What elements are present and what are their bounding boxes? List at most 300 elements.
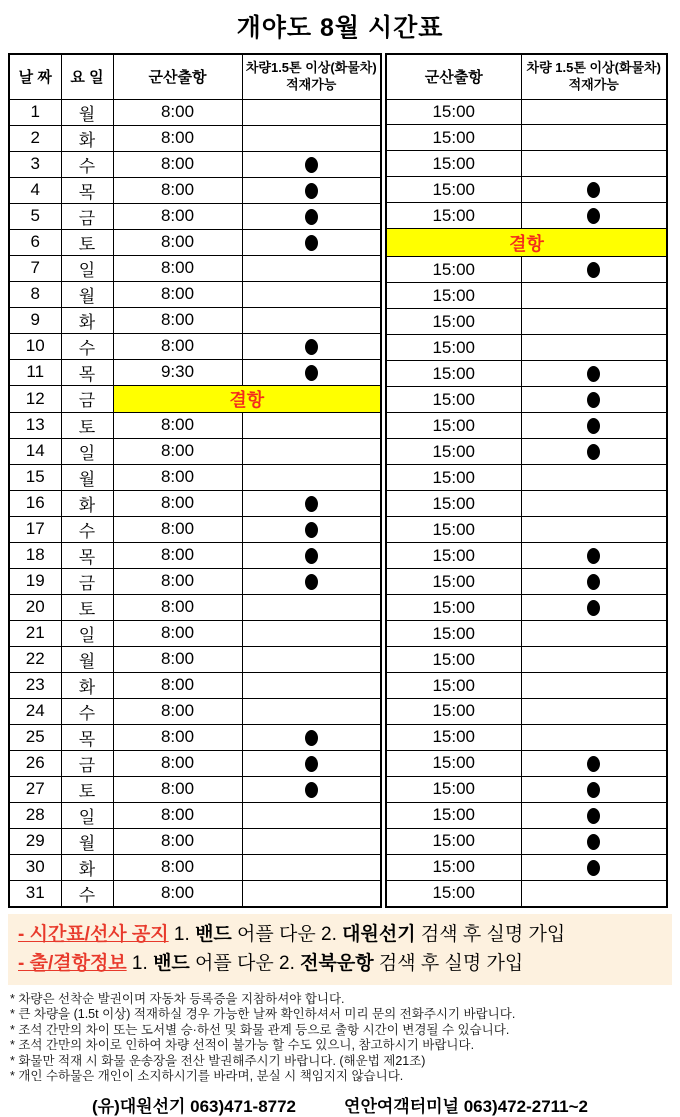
am-depart-cell: 8:00 <box>113 828 242 854</box>
pm-depart-cell: 15:00 <box>386 647 521 673</box>
footer <box>8 1092 672 1117</box>
am-depart-cell: 8:00 <box>113 750 242 776</box>
table-row <box>386 361 667 387</box>
pm-depart-cell: 15:00 <box>386 151 521 177</box>
timetable-right <box>385 53 668 908</box>
pm-cargo-cell <box>521 125 667 151</box>
table-row <box>9 620 381 646</box>
table-row <box>386 828 667 854</box>
cancelled-cell: 결항 <box>386 229 667 257</box>
dow-cell: 수 <box>61 333 113 359</box>
cargo-dot <box>587 548 600 564</box>
dow-cell: 토 <box>61 776 113 802</box>
cargo-dot <box>587 600 600 616</box>
am-cargo-cell <box>242 490 381 516</box>
dow-cell: 금 <box>61 203 113 229</box>
header-pm-depart: 군산출항 <box>386 54 521 99</box>
table-row <box>386 776 667 802</box>
notice-text: 밴드 <box>153 952 190 974</box>
table-row <box>386 387 667 413</box>
pm-depart-cell: 15:00 <box>386 125 521 151</box>
cargo-dot <box>305 782 318 798</box>
am-cargo-cell <box>242 750 381 776</box>
notice-text: 어플 다운 2. <box>231 923 343 945</box>
date-cell: 10 <box>9 333 61 359</box>
pm-cargo-cell <box>521 699 667 725</box>
pm-cargo-cell <box>521 828 667 854</box>
cancelled-cell: 결항 <box>113 385 381 412</box>
notice-text: 검색 후 실명 가입 <box>373 952 524 974</box>
notice-box <box>8 914 672 985</box>
date-cell: 4 <box>9 177 61 203</box>
date-cell: 25 <box>9 724 61 750</box>
pm-depart-cell: 15:00 <box>386 491 521 517</box>
date-cell: 28 <box>9 802 61 828</box>
am-depart-cell: 8:00 <box>113 255 242 281</box>
pm-depart-cell: 15:00 <box>386 854 521 880</box>
am-depart-cell: 8:00 <box>113 438 242 464</box>
am-depart-cell: 8:00 <box>113 776 242 802</box>
pm-cargo-cell <box>521 776 667 802</box>
header-am-cargo: 차량1.5톤 이상(화물차) 적재가능 <box>242 54 381 99</box>
table-row <box>9 776 381 802</box>
pm-depart-cell: 15:00 <box>386 880 521 906</box>
table-row <box>9 177 381 203</box>
am-cargo-cell <box>242 229 381 255</box>
table-row <box>9 333 381 359</box>
am-depart-cell: 8:00 <box>113 490 242 516</box>
table-row <box>386 517 667 543</box>
table-row <box>9 750 381 776</box>
pm-depart-cell: 15:00 <box>386 257 521 283</box>
table-row <box>386 465 667 491</box>
am-cargo-cell <box>242 880 381 907</box>
dow-cell: 수 <box>61 151 113 177</box>
am-depart-cell: 8:00 <box>113 542 242 568</box>
table-row <box>386 699 667 725</box>
table-row <box>9 880 381 907</box>
table-row <box>9 99 381 125</box>
dow-cell: 목 <box>61 724 113 750</box>
dow-cell: 수 <box>61 698 113 724</box>
dow-cell: 금 <box>61 385 113 412</box>
cargo-dot <box>587 782 600 798</box>
date-cell: 19 <box>9 568 61 594</box>
pm-depart-cell: 15:00 <box>386 413 521 439</box>
am-cargo-cell <box>242 620 381 646</box>
timetable-right-body <box>386 99 667 907</box>
dow-cell: 화 <box>61 854 113 880</box>
dow-cell: 금 <box>61 568 113 594</box>
table-row <box>386 413 667 439</box>
pm-depart-cell: 15:00 <box>386 673 521 699</box>
date-cell: 1 <box>9 99 61 125</box>
am-cargo-cell <box>242 776 381 802</box>
table-row <box>9 229 381 255</box>
pm-depart-cell: 15:00 <box>386 283 521 309</box>
table-row <box>386 647 667 673</box>
am-depart-cell: 8:00 <box>113 672 242 698</box>
pm-depart-cell: 15:00 <box>386 776 521 802</box>
date-cell: 9 <box>9 307 61 333</box>
pm-depart-cell: 15:00 <box>386 465 521 491</box>
pm-depart-cell: 15:00 <box>386 569 521 595</box>
am-depart-cell: 8:00 <box>113 281 242 307</box>
table-row <box>9 385 381 412</box>
date-cell: 22 <box>9 646 61 672</box>
date-cell: 5 <box>9 203 61 229</box>
cargo-dot <box>305 365 318 381</box>
am-cargo-cell <box>242 854 381 880</box>
header-am-depart: 군산출항 <box>113 54 242 99</box>
table-row <box>9 490 381 516</box>
cargo-dot <box>587 418 600 434</box>
dow-cell: 일 <box>61 255 113 281</box>
dow-cell: 토 <box>61 229 113 255</box>
am-depart-cell: 8:00 <box>113 464 242 490</box>
am-cargo-cell <box>242 724 381 750</box>
am-cargo-cell <box>242 802 381 828</box>
dow-cell: 월 <box>61 646 113 672</box>
table-row <box>386 177 667 203</box>
am-cargo-cell <box>242 359 381 385</box>
am-cargo-cell <box>242 203 381 229</box>
pm-cargo-cell <box>521 543 667 569</box>
pm-depart-cell: 15:00 <box>386 387 521 413</box>
am-depart-cell: 8:00 <box>113 229 242 255</box>
am-cargo-cell <box>242 828 381 854</box>
cargo-dot <box>305 756 318 772</box>
table-row <box>9 307 381 333</box>
pm-depart-cell: 15:00 <box>386 621 521 647</box>
table-row <box>386 880 667 906</box>
table-row <box>386 151 667 177</box>
date-cell: 24 <box>9 698 61 724</box>
table-row <box>9 125 381 151</box>
header-row-left <box>9 54 381 99</box>
cargo-dot <box>305 496 318 512</box>
timetable <box>8 53 672 908</box>
header-date: 날 짜 <box>9 54 61 99</box>
table-row <box>386 335 667 361</box>
cargo-dot <box>587 756 600 772</box>
cargo-dot <box>305 339 318 355</box>
pm-cargo-cell <box>521 203 667 229</box>
date-cell: 26 <box>9 750 61 776</box>
am-cargo-cell <box>242 542 381 568</box>
dow-cell: 수 <box>61 880 113 907</box>
am-depart-cell: 8:00 <box>113 568 242 594</box>
date-cell: 7 <box>9 255 61 281</box>
dow-cell: 일 <box>61 438 113 464</box>
date-cell: 6 <box>9 229 61 255</box>
cargo-dot <box>305 157 318 173</box>
am-cargo-cell <box>242 438 381 464</box>
pm-cargo-cell <box>521 491 667 517</box>
table-row <box>9 438 381 464</box>
date-cell: 11 <box>9 359 61 385</box>
contact-ferry-company: (유)대원선기 063)471-8772 <box>91 1097 297 1117</box>
table-row <box>9 359 381 385</box>
am-depart-cell: 8:00 <box>113 151 242 177</box>
table-row <box>9 464 381 490</box>
pm-cargo-cell <box>521 177 667 203</box>
am-cargo-cell <box>242 672 381 698</box>
notice-line <box>18 920 662 949</box>
table-row <box>386 621 667 647</box>
date-cell: 21 <box>9 620 61 646</box>
table-row <box>386 229 667 257</box>
am-depart-cell: 8:00 <box>113 724 242 750</box>
pm-depart-cell: 15:00 <box>386 309 521 335</box>
am-cargo-cell <box>242 125 381 151</box>
am-cargo-cell <box>242 698 381 724</box>
cargo-dot <box>587 208 600 224</box>
date-cell: 20 <box>9 594 61 620</box>
date-cell: 13 <box>9 412 61 438</box>
dow-cell: 일 <box>61 802 113 828</box>
am-cargo-cell <box>242 307 381 333</box>
am-cargo-cell <box>242 151 381 177</box>
table-row <box>9 828 381 854</box>
pm-depart-cell: 15:00 <box>386 828 521 854</box>
pm-cargo-cell <box>521 99 667 125</box>
dow-cell: 월 <box>61 281 113 307</box>
cargo-dot <box>587 860 600 876</box>
table-row <box>9 203 381 229</box>
dow-cell: 일 <box>61 620 113 646</box>
date-cell: 12 <box>9 385 61 412</box>
am-depart-cell: 8:00 <box>113 802 242 828</box>
notice-text: 대원선기 <box>342 923 416 945</box>
am-depart-cell: 8:00 <box>113 854 242 880</box>
am-cargo-cell <box>242 516 381 542</box>
table-row <box>9 151 381 177</box>
cargo-dot <box>587 834 600 850</box>
table-row <box>9 646 381 672</box>
pm-depart-cell: 15:00 <box>386 750 521 776</box>
pm-cargo-cell <box>521 673 667 699</box>
am-cargo-cell <box>242 333 381 359</box>
table-row <box>386 439 667 465</box>
table-row <box>9 724 381 750</box>
notice-text: 검색 후 실명 가입 <box>415 923 566 945</box>
table-row <box>9 568 381 594</box>
table-row <box>9 281 381 307</box>
table-row <box>9 412 381 438</box>
table-row <box>386 673 667 699</box>
table-row <box>386 802 667 828</box>
table-row <box>386 569 667 595</box>
footnote-line: * 화물만 적재 시 화물 운송장을 전산 발권해주시기 바랍니다. (해운법 제21조) <box>10 1053 426 1068</box>
am-cargo-cell <box>242 281 381 307</box>
pm-cargo-cell <box>521 335 667 361</box>
timetable-left-body <box>9 99 381 907</box>
notice-heading: - 출/결항정보 <box>18 952 127 974</box>
pm-cargo-cell <box>521 517 667 543</box>
date-cell: 3 <box>9 151 61 177</box>
pm-cargo-cell <box>521 802 667 828</box>
pm-cargo-cell <box>521 647 667 673</box>
am-depart-cell: 8:00 <box>113 412 242 438</box>
header-pm-cargo: 차량 1.5톤 이상(화물차) 적재가능 <box>521 54 667 99</box>
pm-depart-cell: 15:00 <box>386 203 521 229</box>
table-row <box>386 724 667 750</box>
am-depart-cell: 8:00 <box>113 646 242 672</box>
footnote-line: * 개인 수하물은 개인이 소지하시기를 바라며, 분실 시 책임지지 않습니다. <box>10 1069 404 1084</box>
pm-cargo-cell <box>521 724 667 750</box>
pm-depart-cell: 15:00 <box>386 99 521 125</box>
pm-cargo-cell <box>521 309 667 335</box>
dow-cell: 목 <box>61 359 113 385</box>
dow-cell: 화 <box>61 672 113 698</box>
cargo-dot <box>305 522 318 538</box>
am-depart-cell: 8:00 <box>113 620 242 646</box>
am-cargo-cell <box>242 99 381 125</box>
date-cell: 8 <box>9 281 61 307</box>
dow-cell: 월 <box>61 99 113 125</box>
dow-cell: 목 <box>61 177 113 203</box>
pm-depart-cell: 15:00 <box>386 335 521 361</box>
table-row <box>386 257 667 283</box>
pm-cargo-cell <box>521 750 667 776</box>
dow-cell: 화 <box>61 490 113 516</box>
table-row <box>386 203 667 229</box>
dow-cell: 월 <box>61 464 113 490</box>
notice-text: 전북운항 <box>300 952 374 974</box>
am-cargo-cell <box>242 646 381 672</box>
cargo-dot <box>305 235 318 251</box>
notice-text: 1. <box>168 923 196 945</box>
notice-text: 1. <box>126 952 154 974</box>
cargo-dot <box>587 366 600 382</box>
table-row <box>386 491 667 517</box>
pm-depart-cell: 15:00 <box>386 699 521 725</box>
date-cell: 31 <box>9 880 61 907</box>
table-row <box>386 595 667 621</box>
pm-depart-cell: 15:00 <box>386 724 521 750</box>
cargo-dot <box>587 808 600 824</box>
table-row <box>9 854 381 880</box>
pm-depart-cell: 15:00 <box>386 802 521 828</box>
table-row <box>386 283 667 309</box>
cargo-dot <box>587 182 600 198</box>
am-depart-cell: 8:00 <box>113 203 242 229</box>
am-depart-cell: 9:30 <box>113 359 242 385</box>
footnote-line: * 조석 간만의 차이로 인하여 차량 선적이 불가능 할 수도 있으니, 참고하시기 바랍니다. <box>10 1038 475 1053</box>
notice-text: 어플 다운 2. <box>189 952 301 974</box>
am-depart-cell: 8:00 <box>113 177 242 203</box>
table-row <box>386 750 667 776</box>
am-depart-cell: 8:00 <box>113 594 242 620</box>
am-depart-cell: 8:00 <box>113 516 242 542</box>
dow-cell: 목 <box>61 542 113 568</box>
pm-depart-cell: 15:00 <box>386 361 521 387</box>
timetable-left <box>8 53 382 908</box>
header-row-right <box>386 54 667 99</box>
pm-cargo-cell <box>521 151 667 177</box>
contact-terminal: 연안여객터미널 063)472-2711~2 <box>344 1097 589 1117</box>
am-depart-cell: 8:00 <box>113 125 242 151</box>
date-cell: 29 <box>9 828 61 854</box>
date-cell: 2 <box>9 125 61 151</box>
page-title: 개야도 8월 시간표 <box>236 14 444 42</box>
pm-cargo-cell <box>521 257 667 283</box>
header-dow: 요 일 <box>61 54 113 99</box>
pm-cargo-cell <box>521 387 667 413</box>
am-cargo-cell <box>242 177 381 203</box>
pm-depart-cell: 15:00 <box>386 543 521 569</box>
dow-cell: 토 <box>61 594 113 620</box>
table-row <box>386 99 667 125</box>
dow-cell: 수 <box>61 516 113 542</box>
am-cargo-cell <box>242 464 381 490</box>
table-row <box>9 594 381 620</box>
dow-cell: 월 <box>61 828 113 854</box>
cargo-dot <box>305 730 318 746</box>
dow-cell: 토 <box>61 412 113 438</box>
table-row <box>386 125 667 151</box>
pm-depart-cell: 15:00 <box>386 439 521 465</box>
cargo-dot <box>305 183 318 199</box>
footnote-line: * 큰 차량을 (1.5t 이상) 적재하실 경우 가능한 날짜 확인하셔서 미리 문의 전화주시기 바랍니다. <box>10 1007 516 1022</box>
am-depart-cell: 8:00 <box>113 99 242 125</box>
pm-depart-cell: 15:00 <box>386 595 521 621</box>
am-depart-cell: 8:00 <box>113 698 242 724</box>
date-cell: 15 <box>9 464 61 490</box>
am-cargo-cell <box>242 255 381 281</box>
date-cell: 18 <box>9 542 61 568</box>
am-cargo-cell <box>242 594 381 620</box>
pm-cargo-cell <box>521 439 667 465</box>
table-row <box>9 542 381 568</box>
cargo-dot <box>587 574 600 590</box>
cargo-dot <box>305 548 318 564</box>
pm-cargo-cell <box>521 361 667 387</box>
date-cell: 16 <box>9 490 61 516</box>
am-depart-cell: 8:00 <box>113 880 242 907</box>
table-row <box>386 854 667 880</box>
date-cell: 30 <box>9 854 61 880</box>
table-row <box>9 802 381 828</box>
am-cargo-cell <box>242 412 381 438</box>
pm-cargo-cell <box>521 880 667 906</box>
notice-heading: - 시간표/선사 공지 <box>18 923 169 945</box>
am-depart-cell: 8:00 <box>113 333 242 359</box>
pm-cargo-cell <box>521 595 667 621</box>
notice-text: 밴드 <box>195 923 232 945</box>
date-cell: 14 <box>9 438 61 464</box>
table-row <box>386 543 667 569</box>
am-depart-cell: 8:00 <box>113 307 242 333</box>
pm-cargo-cell <box>521 465 667 491</box>
cargo-dot <box>587 444 600 460</box>
notice-line <box>18 949 662 978</box>
pm-cargo-cell <box>521 283 667 309</box>
dow-cell: 화 <box>61 125 113 151</box>
footnote-line: * 조석 간만의 차이 또는 도서별 승·하선 및 화물 관계 등으로 출항 시간이 변경될 수 있습니다. <box>10 1022 510 1037</box>
table-row <box>9 516 381 542</box>
pm-cargo-cell <box>521 621 667 647</box>
cargo-dot <box>587 262 600 278</box>
footnotes <box>8 992 672 1086</box>
date-cell: 27 <box>9 776 61 802</box>
table-row <box>9 255 381 281</box>
pm-cargo-cell <box>521 413 667 439</box>
am-cargo-cell <box>242 568 381 594</box>
cargo-dot <box>305 574 318 590</box>
footnote-line: * 차량은 선착순 발권이며 자동차 등록증을 지참하셔야 합니다. <box>10 991 345 1006</box>
